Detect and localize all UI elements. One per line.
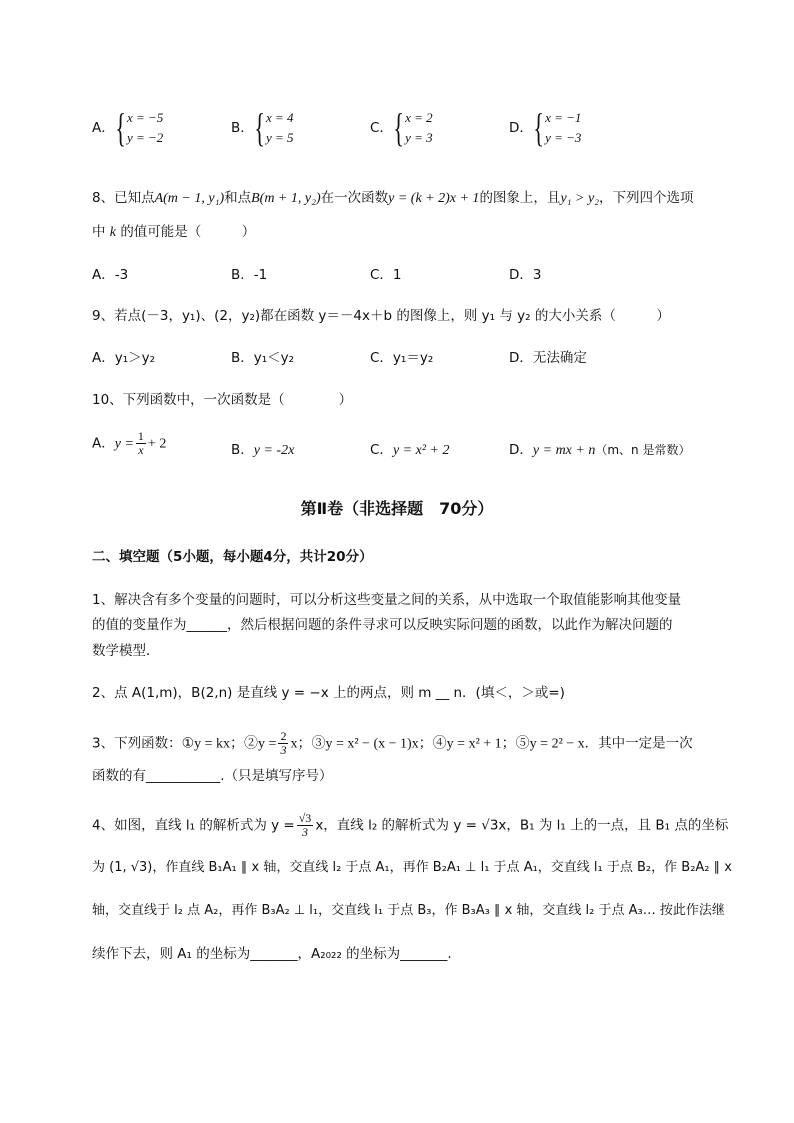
q10-text: 10、下列函数中，一次函数是（ ） [92,392,353,408]
f4-line2: 为 (1, √3)，作直线 B₁A₁ ∥ x 轴，交直线 l₂ 于点 A₁，再作 B₂A₁ ⊥ l₁ 于点 A₁，交直线 l₁ 于点 B₂，作 B₂A₂ ∥ x [92,860,732,875]
f2-text: 2、点 A(1,m)，B(2,n) 是直线 y = −x 上的两点，则 m __ n．(填＜，＞或=) [92,685,565,701]
q7-option-d: D．{x = −1 y = −3 [509,105,582,150]
q9-option-a: A．y₁＞y₂ [92,350,156,366]
q8-option-b: B．-1 [231,267,268,283]
q10-option-a: A．y = $\frac{1}{x}$ + 2 [92,429,167,457]
q8-option-d: D．3 [509,267,542,283]
f1-line2: 的值的变量作为______，然后根据问题的条件寻求可以反映实际问题的函数，以此作为解决问题的 [92,617,673,633]
part2-title: 第Ⅱ卷（非选择题 70分） [300,499,494,518]
q9-option-d: D．无法确定 [509,350,587,366]
q9-text: 9、若点(－3，y₁)、(2，y₂)都在函数 y＝－4x＋b 的图像上，则 y₁ 与 y₂ 的大小关系（ ） [92,308,670,324]
q8-option-c: C．1 [370,267,402,283]
q10-option-d: D．y = mx + n（m、n 是常数） [509,442,691,458]
f1-line1: 1、解决含有多个变量的问题时，可以分析这些变量之间的关系，从中选取一个取值能影响其他变量 [92,592,682,608]
q8-line1: 8、已知点A(m − 1, y₁)和点B(m + 1, y₂)在一次函数y = (k + 2)x + 1的图象上，且y₁ > y₂，下列四个选项 [92,190,694,206]
q10-option-b: B．y = -2x [231,442,295,458]
f3-line1: 3、下列函数：①y = kx；②y = $\frac{2}{3}$ x；③y = x² − (x − 1)x；④y = x² + 1；⑤y = 2² − x．其中一定是一次 [92,729,693,757]
f4-line1: 4、如图，直线 l₁ 的解析式为 y = $\frac{√3}{3}$ x，直线 l₂ 的解析式为 y = √3x，B₁ 为 l₁ 上的一点，且 B₁ 点的坐标 [92,811,729,839]
q8-line2: 中 k 的值可能是（ ） [92,224,256,240]
f4-line4: 续作下去，则 A₁ 的坐标为_______，A₂₀₂₂ 的坐标为_______. [92,946,452,962]
q7-option-c: C．{x = 2 y = 3 [370,105,433,150]
q7-option-b: B．{x = 4 y = 5 [231,105,294,150]
fill-section-heading: 二、填空题（5小题，每小题4分，共计20分） [92,549,373,565]
q9-option-b: B．y₁＜y₂ [231,350,295,366]
f3-line2: 函数的有___________.（只是填写序号） [92,768,333,784]
q8-option-a: A．-3 [92,267,129,283]
f4-line3: 轴，交直线于 l₂ 点 A₂，再作 B₃A₂ ⊥ l₁，交直线 l₁ 于点 B₃，作 B₃A₃ ∥ x 轴，交直线 l₂ 于点 A₃… 按此作法继 [92,903,725,918]
q9-option-c: C．y₁＝y₂ [370,350,434,366]
q10-option-c: C．y = x² + 2 [370,442,450,458]
q7-option-a: A．{x = −5 y = −2 [92,105,164,150]
f1-line3: 数学模型． [92,643,160,659]
